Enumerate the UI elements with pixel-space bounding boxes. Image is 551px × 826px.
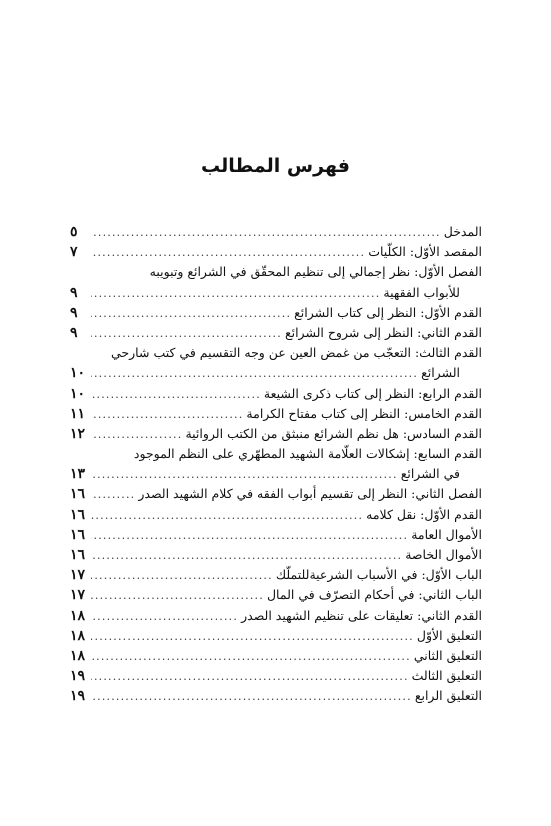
- dot-leader: [91, 364, 418, 384]
- toc-entry[interactable]: [70, 606, 482, 626]
- toc-entry-line: [70, 262, 482, 282]
- toc-entry-title: القدم الثالث: التعجّب من غمض العين عن وجه التقسيم في كتب شارحي: [111, 345, 482, 361]
- dot-leader: [91, 223, 441, 243]
- page-number: ١٦: [70, 486, 86, 503]
- toc-entry-title: المقصد الأوّل: الكلّيات: [368, 244, 482, 260]
- toc-entry[interactable]: [70, 585, 482, 605]
- toc-entry-title: القدم الخامس: النظر إلى كتاب مفتاح الكرامة: [246, 405, 482, 421]
- toc-entry[interactable]: [70, 384, 482, 404]
- dot-leader: [91, 546, 402, 566]
- toc-entry[interactable]: [70, 666, 482, 686]
- dot-leader: [91, 506, 363, 526]
- toc-entry-title: القدم الأوّل: النظر إلى كتاب الشرائع: [294, 304, 482, 320]
- toc-entry-title: الفصل الثاني: النظر إلى تقسيم أبواب الفقه في كلام الشهيد الصدر: [138, 486, 482, 502]
- dot-leader: [91, 304, 291, 324]
- toc-entry-line: [70, 666, 482, 686]
- dot-leader: [91, 405, 243, 425]
- toc-entry-title: الفصل الأوّل: نظر إجمالي إلى تنظيم المحقّق في الشرائع وتبويبه: [149, 264, 482, 280]
- toc-entry-line: [70, 505, 482, 525]
- toc-entry[interactable]: [70, 343, 482, 383]
- dot-leader: [91, 485, 135, 505]
- toc-entry-line: [70, 646, 482, 666]
- dot-leader: [91, 243, 365, 263]
- table-of-contents: [70, 222, 482, 707]
- page-number: ١٧: [70, 587, 86, 604]
- page-number: ١٣: [70, 466, 86, 483]
- page-title: فهرس المطالب: [201, 155, 350, 177]
- toc-entry-title: القدم السادس: هل نظم الشرائع منبثق من الكتب الروائية: [185, 425, 482, 441]
- toc-entry[interactable]: [70, 505, 482, 525]
- toc-entry-line: [70, 585, 482, 605]
- page-number: ١٠: [70, 365, 86, 382]
- toc-entry[interactable]: [70, 484, 482, 504]
- toc-entry[interactable]: [70, 242, 482, 262]
- toc-entry[interactable]: [70, 303, 482, 323]
- toc-entry-title: للأبواب الفقهية: [383, 284, 460, 300]
- toc-entry-line: [70, 565, 482, 585]
- toc-entry-line: [70, 606, 482, 626]
- toc-entry-title: في الشرائع: [400, 466, 460, 482]
- page-number: ٩: [70, 284, 78, 301]
- toc-entry-line: [70, 323, 482, 343]
- toc-entry-title: الباب الثاني: في أحكام التصرّف في المال: [266, 587, 482, 603]
- toc-entry-continuation: [70, 363, 482, 383]
- dot-leader: [91, 566, 273, 586]
- page-number: ١٨: [70, 607, 86, 624]
- page-number: ١٦: [70, 506, 86, 523]
- toc-entry-title: الباب الأوّل: في الأسباب الشرعيةللتملّك: [275, 567, 482, 583]
- dot-leader: [91, 627, 414, 647]
- dot-leader: [91, 687, 412, 707]
- toc-entry-line: [70, 484, 482, 504]
- toc-entry-title: التعليق الأوّل: [416, 627, 482, 643]
- page-number: ١٨: [70, 647, 86, 664]
- toc-entry[interactable]: [70, 565, 482, 585]
- dot-leader: [91, 324, 282, 344]
- page-number: ٩: [70, 324, 78, 341]
- toc-entry-line: [70, 525, 482, 545]
- toc-entry[interactable]: [70, 404, 482, 424]
- dot-leader: [91, 385, 261, 405]
- toc-entry-title: الأموال الخاصة: [405, 547, 482, 562]
- page-number: ١٦: [70, 526, 86, 543]
- toc-entry-line: [70, 444, 482, 464]
- toc-entry[interactable]: [70, 323, 482, 343]
- toc-entry-title: التعليق الثالث: [411, 668, 482, 684]
- toc-entry-title: القدم الرابع: النظر إلى كتاب ذكرى الشيعة: [263, 385, 482, 401]
- toc-entry-line: [70, 404, 482, 424]
- page-number: ١٧: [70, 567, 86, 584]
- toc-entry-title: الشرائع: [421, 365, 460, 381]
- toc-entry-line: [70, 303, 482, 323]
- toc-entry-line: [70, 424, 482, 444]
- page-number: ٧: [70, 244, 78, 261]
- page-number: ١٠: [70, 385, 86, 402]
- dot-leader: [91, 284, 380, 304]
- dot-leader: [91, 647, 411, 667]
- dot-leader: [91, 607, 238, 627]
- toc-entry-continuation: [70, 283, 482, 303]
- toc-entry-title: القدم الأوّل: نقل كلامه: [366, 506, 482, 522]
- page-number: ١١: [70, 405, 86, 422]
- toc-entry-title: التعليق الثاني: [413, 647, 482, 663]
- page-number: ٩: [70, 304, 78, 321]
- toc-entry-title: المدخل: [443, 224, 482, 239]
- toc-entry[interactable]: [70, 262, 482, 302]
- dot-leader: [91, 586, 264, 606]
- dot-leader: [91, 667, 409, 687]
- page-number: ٥: [70, 224, 78, 240]
- toc-entry-continuation: [70, 464, 482, 484]
- toc-entry[interactable]: [70, 444, 482, 484]
- toc-entry-title: القدم الثاني: النظر إلى شروح الشرائع: [284, 324, 482, 340]
- page-number: ١٩: [70, 668, 86, 685]
- toc-entry-line: [70, 545, 482, 565]
- toc-entry-title: القدم الثاني: تعليقات على تنظيم الشهيد الصدر: [241, 607, 482, 623]
- toc-entry-line: [70, 222, 482, 242]
- toc-entry[interactable]: [70, 222, 482, 242]
- page-number: ١٢: [70, 425, 86, 442]
- dot-leader: [91, 425, 182, 445]
- toc-entry-title: التعليق الرابع: [414, 688, 482, 704]
- toc-entry-line: [70, 242, 482, 262]
- toc-entry-line: [70, 686, 482, 706]
- toc-entry-line: [70, 384, 482, 404]
- toc-entry-title: الأموال العامة: [411, 526, 482, 542]
- toc-entry-line: [70, 626, 482, 646]
- toc-entry[interactable]: [70, 626, 482, 646]
- toc-entry[interactable]: [70, 424, 482, 444]
- toc-entry-line: [70, 343, 482, 363]
- toc-entry[interactable]: [70, 686, 482, 706]
- dot-leader: [91, 465, 398, 485]
- page-number: ١٩: [70, 688, 86, 705]
- dot-leader: [91, 526, 408, 546]
- page-number: ١٦: [70, 547, 86, 563]
- page-number: ١٨: [70, 627, 86, 644]
- toc-entry[interactable]: [70, 525, 482, 545]
- toc-entry[interactable]: [70, 545, 482, 565]
- toc-entry[interactable]: [70, 646, 482, 666]
- toc-entry-title: القدم السابع: إشكالات العلّامة الشهيد المطهّري على النظم الموجود: [133, 446, 482, 462]
